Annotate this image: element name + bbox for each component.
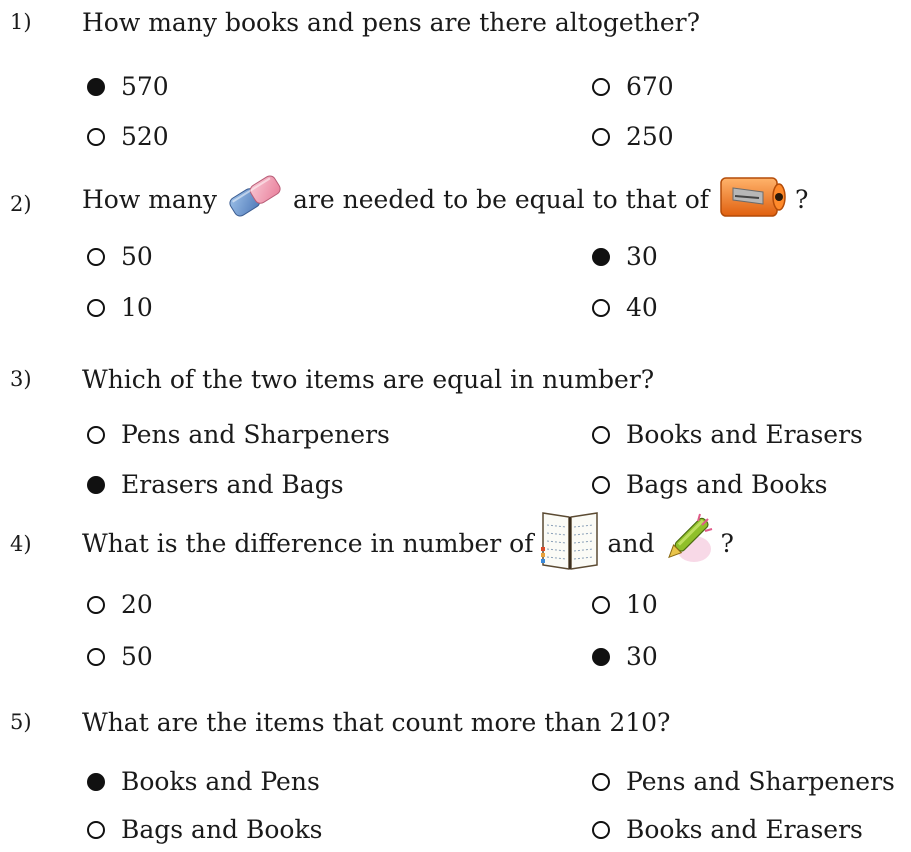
question-1-number: 1) (10, 10, 32, 34)
radio-empty (87, 248, 105, 266)
q5-option-c[interactable] (87, 815, 322, 844)
q1-option-b[interactable] (592, 72, 674, 101)
option-label: Bags and Books (121, 815, 323, 844)
option-label: Books and Erasers (626, 815, 863, 844)
q3-option-a[interactable] (87, 420, 390, 449)
option-label: 520 (121, 122, 169, 151)
q1-option-c[interactable] (87, 122, 169, 151)
radio-empty (87, 299, 105, 317)
q2-option-d[interactable] (592, 293, 658, 322)
q5-option-a[interactable] (87, 767, 320, 796)
question-3-text: Which of the two items are equal in number? (82, 365, 655, 394)
question-1-text: How many books and pens are there altogether? (82, 8, 700, 37)
question-2-text (82, 168, 808, 230)
option-label: 250 (626, 122, 674, 151)
radio-empty (87, 648, 105, 666)
option-label: 670 (626, 72, 674, 101)
q5-option-d[interactable] (592, 815, 863, 844)
question-4-number: 4) (10, 532, 32, 556)
q1-option-a[interactable] (87, 72, 169, 101)
option-label: 10 (626, 590, 658, 619)
book-icon (539, 507, 601, 579)
pen-icon (660, 511, 714, 575)
q3-option-c[interactable] (87, 470, 344, 499)
radio-empty (592, 476, 610, 494)
question-4-text-after: ? (720, 528, 734, 558)
option-label: 570 (121, 72, 169, 101)
sharpener-icon (715, 168, 789, 230)
option-label: 10 (121, 293, 153, 322)
question-2-text-middle: are needed to be equal to that of (293, 184, 710, 214)
option-label: Bags and Books (626, 470, 828, 499)
question-2-number: 2) (10, 192, 32, 216)
q3-option-d[interactable] (592, 470, 827, 499)
option-label: Books and Pens (121, 767, 320, 796)
q4-option-b[interactable] (592, 590, 658, 619)
radio-empty (592, 426, 610, 444)
question-2-text-after: ? (795, 184, 809, 214)
option-label: 30 (626, 642, 658, 671)
radio-selected (592, 648, 610, 666)
radio-empty (592, 596, 610, 614)
option-label: 20 (121, 590, 153, 619)
radio-empty (592, 299, 610, 317)
q4-option-a[interactable] (87, 590, 153, 619)
question-4-text-before: What is the difference in number of (82, 528, 534, 558)
option-label: Pens and Sharpeners (121, 420, 390, 449)
radio-empty (87, 426, 105, 444)
option-label: 40 (626, 293, 658, 322)
q4-option-d[interactable] (592, 642, 658, 671)
radio-selected (592, 248, 610, 266)
radio-selected (87, 476, 105, 494)
question-4-text-middle: and (607, 528, 655, 558)
radio-empty (592, 78, 610, 96)
radio-empty (87, 128, 105, 146)
question-2-text-before: How many (82, 184, 218, 214)
q4-option-c[interactable] (87, 642, 153, 671)
radio-empty (592, 821, 610, 839)
option-label: 30 (626, 242, 658, 271)
option-label: Erasers and Bags (121, 470, 344, 499)
question-4-text (82, 510, 734, 576)
q2-option-c[interactable] (87, 293, 153, 322)
q5-option-b[interactable] (592, 767, 895, 796)
q1-option-d[interactable] (592, 122, 674, 151)
radio-empty (592, 773, 610, 791)
radio-empty (87, 596, 105, 614)
option-label: 50 (121, 242, 153, 271)
option-label: Books and Erasers (626, 420, 863, 449)
radio-selected (87, 773, 105, 791)
radio-empty (592, 128, 610, 146)
q2-option-a[interactable] (87, 242, 153, 271)
option-label: Pens and Sharpeners (626, 767, 895, 796)
question-5-number: 5) (10, 710, 32, 734)
q3-option-b[interactable] (592, 420, 863, 449)
radio-empty (87, 821, 105, 839)
option-label: 50 (121, 642, 153, 671)
radio-selected (87, 78, 105, 96)
question-5-text: What are the items that count more than 210? (82, 708, 671, 737)
eraser-icon (223, 173, 287, 225)
q2-option-b[interactable] (592, 242, 658, 271)
question-3-number: 3) (10, 367, 32, 391)
